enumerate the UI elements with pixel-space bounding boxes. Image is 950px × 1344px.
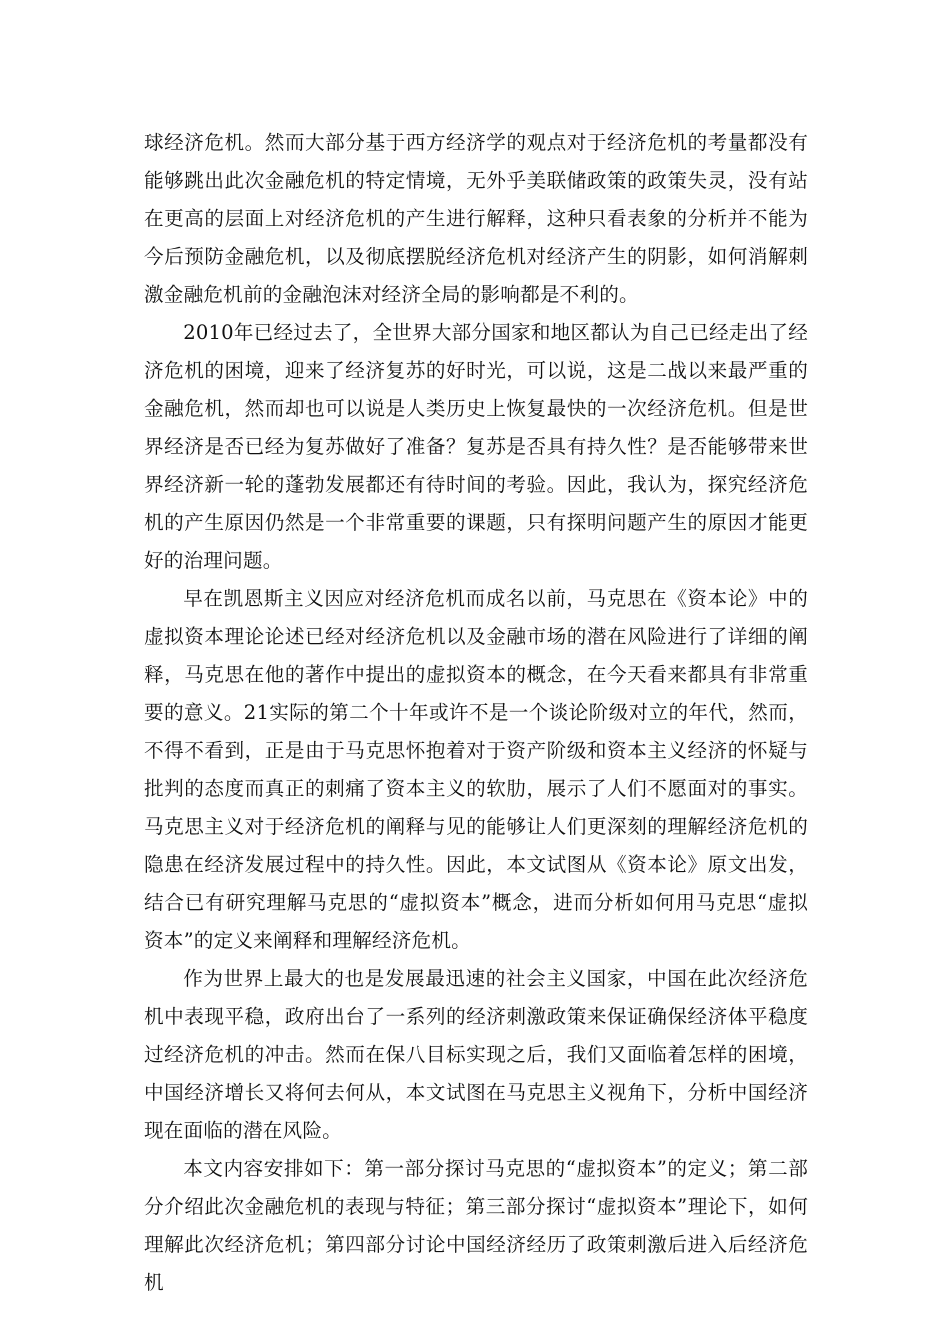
paragraph-1: 球经济危机。然而大部分基于西方经济学的观点对于经济危机的考量都没有能够跳出此次金融危机的特定情境，无外乎美联储政策的政策失灵，没有站在更高的层面上对经济危机的产生进行解释，这种只看表象的分析并不能为今后预防金融危机，以及彻底摆脱经济危机对经济产生的阴影，如何消解刺激金融危机前的金融泡沫对经济全局的影响都是不利的。	[144, 131, 808, 306]
paragraph-3: 早在凯恩斯主义因应对经济危机而成名以前，马克思在《资本论》中的虚拟资本理论论述已经对经济危机以及金融市场的潜在风险进行了详细的阐释，马克思在他的著作中提出的虚拟资本的概念，在今天看来都具有非常重要的意义。21实际的第二个十年或许不是一个谈论阶级对立的年代，然而，不得不看到，正是由于马克思怀抱着对于资产阶级和资本主义经济的怀疑与批判的态度而真正的刺痛了资本主义的软肋，展示了人们不愿面对的事实。马克思主义对于经济危机的阐释与见的能够让人们更深刻的理解经济危机的隐患在经济发展过程中的持久性。因此，本文试图从《资本论》原文出发，结合已有研究理解马克思的“虚拟资本”概念，进而分析如何用马克思“虚拟资本”的定义来阐释和理解经济危机。	[144, 587, 808, 952]
body-text	[144, 124, 808, 1302]
paragraph-5: 本文内容安排如下：第一部分探讨马克思的“虚拟资本”的定义；第二部分介绍此次金融危机的表现与特征；第三部分探讨“虚拟资本”理论下，如何理解此次经济危机；第四部分讨论中国经济经历了政策刺激后进入后经济危机	[144, 1157, 808, 1294]
paragraph-2: 2010年已经过去了，全世界大部分国家和地区都认为自己已经走出了经济危机的困境，迎来了经济复苏的好时光，可以说，这是二战以来最严重的金融危机，然而却也可以说是人类历史上恢复最快的一次经济危机。但是世界经济是否已经为复苏做好了准备？复苏是否具有持久性？是否能够带来世界经济新一轮的蓬勃发展都还有待时间的考验。因此，我认为，探究经济危机的产生原因仍然是一个非常重要的课题，只有探明问题产生的原因才能更好的治理问题。	[144, 321, 808, 572]
paragraph-4: 作为世界上最大的也是发展最迅速的社会主义国家，中国在此次经济危机中表现平稳，政府出台了一系列的经济刺激政策来保证确保经济体平稳度过经济危机的冲击。然而在保八目标实现之后，我们又面临着怎样的困境，中国经济增长又将何去何从，本文试图在马克思主义视角下，分析中国经济现在面临的潜在风险。	[144, 967, 808, 1142]
